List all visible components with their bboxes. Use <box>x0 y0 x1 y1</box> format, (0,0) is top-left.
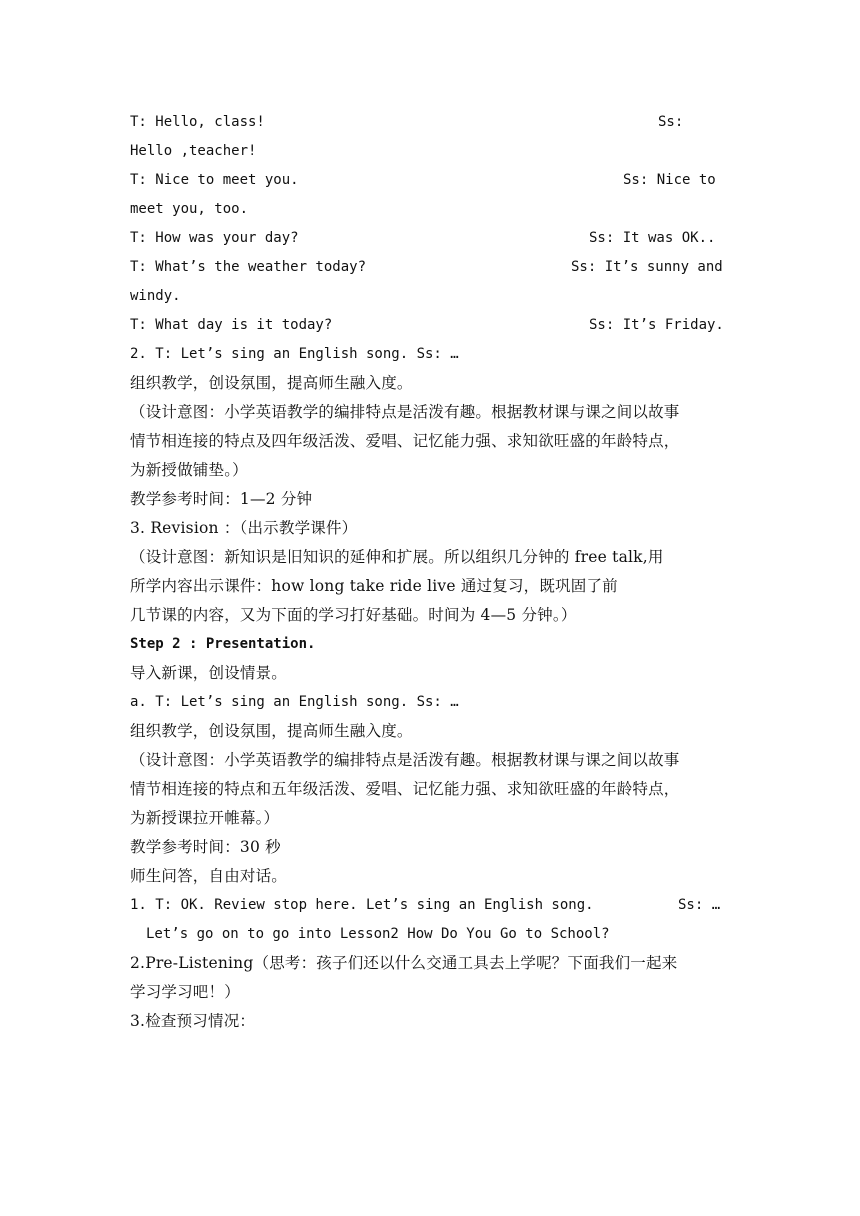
item-1-students: Ss: … <box>678 897 721 913</box>
item-1-text: 1. T: OK. Review stop here. Let’s sing an English song. <box>130 897 594 913</box>
dialogue-line-6 <box>130 253 730 282</box>
reference-time-2: 教学参考时间：30 秒 <box>130 838 281 856</box>
dialogue-line-4 <box>130 195 730 224</box>
design-intent-3-line-2: 情节相连接的特点和五年级活泼、爱唱、记忆能力强、求知欲旺盛的年龄特点， <box>130 780 680 798</box>
dialogue-line-3 <box>130 166 730 195</box>
dialogue-line-1 <box>130 108 730 137</box>
design-intent-2-line-1: （设计意图：新知识是旧知识的延伸和扩展。所以组织几分钟的 free talk,用 <box>130 548 664 566</box>
students-it-was-ok: Ss: It was OK.. <box>589 230 716 246</box>
students-windy: windy. <box>130 288 181 304</box>
revision-heading: 3. Revision ：（出示教学课件） <box>130 519 358 537</box>
dialogue-line-5 <box>130 224 730 253</box>
dialogue-line-8 <box>130 311 730 340</box>
dialogue-line-7 <box>130 282 730 311</box>
design-intent-3-line-3: 为新授课拉开帷幕。） <box>130 809 280 827</box>
pre-listening-line-1: 2.Pre-Listening（思考：孩子们还以什么交通工具去上学呢？下面我们一起来 <box>130 954 678 972</box>
song-line-1: 2. T: Let’s sing an English song. Ss: … <box>130 346 459 362</box>
design-intent-2-line-2: 所学内容出示课件：how long take ride live 通过复习，既巩固了前 <box>130 577 618 595</box>
students-meet-you-too: meet you, too. <box>130 201 249 217</box>
teacher-how-was-day: T: How was your day? <box>130 230 299 246</box>
reference-time-1: 教学参考时间：1—2 分钟 <box>130 490 313 508</box>
pre-listening-line-2: 学习学习吧！） <box>130 983 240 1001</box>
teacher-student-qa: 师生问答，自由对话。 <box>130 867 288 885</box>
step-2-heading: Step 2 : Presentation. <box>130 636 316 652</box>
teacher-nice-to-meet: T: Nice to meet you. <box>130 172 299 188</box>
design-intent-1-line-2: 情节相连接的特点及四年级活泼、爱唱、记忆能力强、求知欲旺盛的年龄特点， <box>130 432 680 450</box>
students-sunny-and: Ss: It’s sunny and <box>571 259 723 275</box>
organize-teaching-2: 组织教学，创设氛围，提高师生融入度。 <box>130 722 413 740</box>
document-body <box>130 108 730 1036</box>
teacher-greeting: T: Hello, class! <box>130 114 265 130</box>
introduce-new-lesson: 导入新课，创设情景。 <box>130 664 288 682</box>
students-nice-to: Ss: Nice to <box>623 172 716 188</box>
organize-teaching-1: 组织教学，创设氛围，提高师生融入度。 <box>130 374 413 392</box>
design-intent-1-line-1: （设计意图：小学英语教学的编排特点是活泼有趣。根据教材课与课之间以故事 <box>130 403 680 421</box>
design-intent-2-line-3: 几节课的内容，又为下面的学习打好基础。时间为 4—5 分钟。） <box>130 606 577 624</box>
teacher-what-day: T: What day is it today? <box>130 317 333 333</box>
item-1-continuation: Let’s go on to go into Lesson2 How Do You Go to School? <box>146 926 610 942</box>
design-intent-3-line-1: （设计意图：小学英语教学的编排特点是活泼有趣。根据教材课与课之间以故事 <box>130 751 680 769</box>
check-preview-line: 3.检查预习情况： <box>130 1012 256 1030</box>
item-1-line <box>130 891 730 920</box>
teacher-weather-question: T: What’s the weather today? <box>130 259 367 275</box>
students-friday: Ss: It’s Friday. <box>589 317 724 333</box>
song-line-2: a. T: Let’s sing an English song. Ss: … <box>130 694 459 710</box>
design-intent-1-line-3: 为新授做铺垫。） <box>130 461 248 479</box>
dialogue-line-2 <box>130 137 730 166</box>
students-label: Ss: <box>658 114 684 130</box>
students-greeting: Hello ,teacher! <box>130 143 257 159</box>
